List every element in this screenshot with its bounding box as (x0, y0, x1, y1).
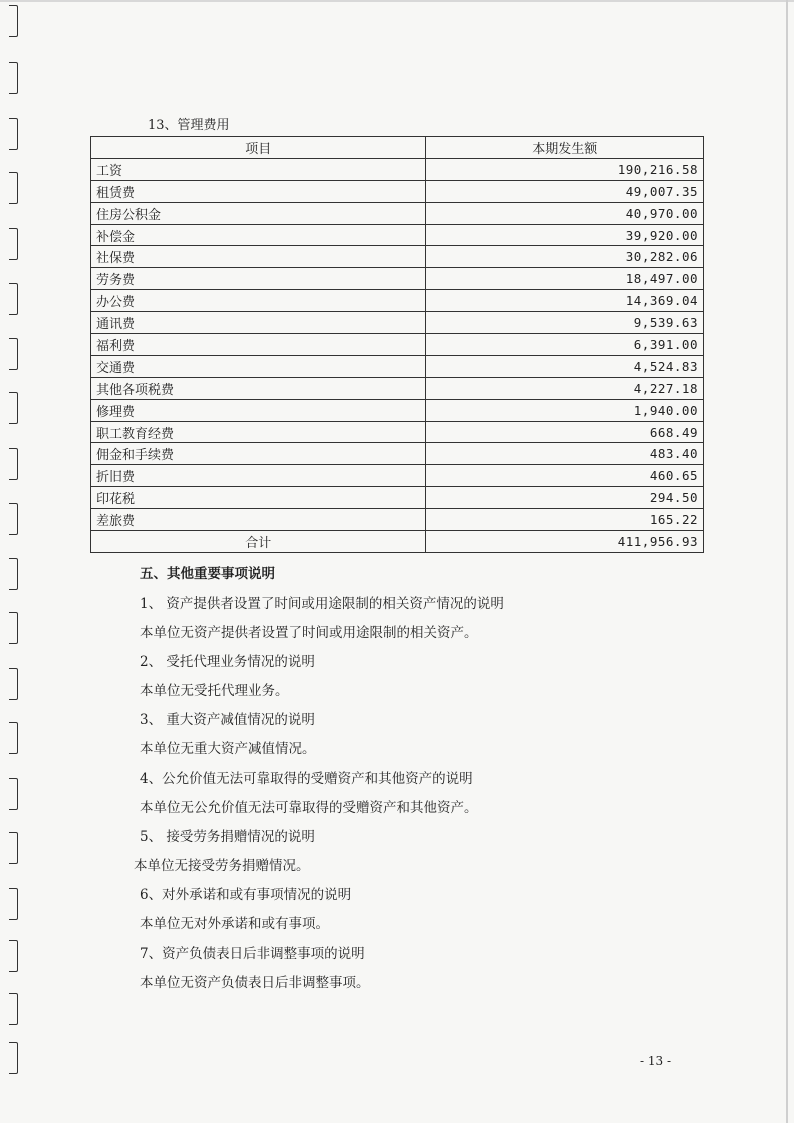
row-item: 佣金和手续费 (91, 443, 426, 465)
binding-hole-mark (9, 5, 18, 37)
row-item: 交通费 (91, 355, 426, 377)
row-amount: 165.22 (426, 509, 704, 531)
note-1-text: 本单位无资产提供者设置了时间或用途限制的相关资产。 (140, 625, 478, 641)
note-7-text: 本单位无资产负债表日后非调整事项。 (140, 975, 370, 991)
note-7-title: 7、资产负债表日后非调整事项的说明 (140, 946, 365, 962)
row-item: 补偿金 (91, 224, 426, 246)
note-1-title: 1、 资产提供者设置了时间或用途限制的相关资产情况的说明 (140, 596, 504, 612)
column-header-item: 项目 (91, 137, 426, 159)
binding-hole-mark (9, 62, 18, 94)
total-label: 合计 (91, 531, 426, 553)
row-item: 办公费 (91, 290, 426, 312)
row-amount: 9,539.63 (426, 312, 704, 334)
binding-marks (0, 0, 30, 1123)
binding-hole-mark (9, 228, 18, 260)
table-row (91, 334, 704, 356)
note-4-text: 本单位无公允价值无法可靠取得的受赠资产和其他资产。 (140, 800, 478, 816)
row-item: 劳务费 (91, 268, 426, 290)
binding-hole-mark (9, 888, 18, 920)
row-amount: 294.50 (426, 487, 704, 509)
binding-hole-mark (9, 283, 18, 315)
note-2-text: 本单位无受托代理业务。 (140, 683, 289, 699)
binding-hole-mark (9, 338, 18, 370)
column-header-amount: 本期发生额 (426, 137, 704, 159)
row-item: 租赁费 (91, 180, 426, 202)
row-amount: 483.40 (426, 443, 704, 465)
row-item: 差旅费 (91, 509, 426, 531)
table-row (91, 180, 704, 202)
row-item: 通讯费 (91, 312, 426, 334)
table-row (91, 290, 704, 312)
binding-hole-mark (9, 668, 18, 700)
expense-table (90, 136, 704, 553)
table-row (91, 246, 704, 268)
note-6-title: 6、对外承诺和或有事项情况的说明 (140, 887, 352, 903)
binding-hole-mark (9, 118, 18, 150)
row-amount: 4,227.18 (426, 377, 704, 399)
table-row (91, 224, 704, 246)
binding-hole-mark (9, 993, 18, 1025)
row-item: 福利费 (91, 334, 426, 356)
note-2-title: 2、 受托代理业务情况的说明 (140, 654, 315, 670)
row-item: 社保费 (91, 246, 426, 268)
row-amount: 30,282.06 (426, 246, 704, 268)
table-row (91, 268, 704, 290)
binding-hole-mark (9, 778, 18, 810)
row-amount: 668.49 (426, 421, 704, 443)
binding-hole-mark (9, 392, 18, 424)
binding-hole-mark (9, 558, 18, 590)
row-amount: 18,497.00 (426, 268, 704, 290)
scan-edge-top (0, 0, 794, 2)
table-row (91, 158, 704, 180)
row-amount: 460.65 (426, 465, 704, 487)
row-item: 职工教育经费 (91, 421, 426, 443)
note-5-title: 5、 接受劳务捐赠情况的说明 (140, 829, 315, 845)
row-item: 印花税 (91, 487, 426, 509)
row-amount: 14,369.04 (426, 290, 704, 312)
table-row (91, 312, 704, 334)
table-row (91, 443, 704, 465)
row-item: 住房公积金 (91, 202, 426, 224)
row-item: 修理费 (91, 399, 426, 421)
row-amount: 40,970.00 (426, 202, 704, 224)
page-number: - 13 - (640, 1054, 672, 1068)
note-6-text: 本单位无对外承诺和或有事项。 (140, 916, 329, 932)
row-amount: 49,007.35 (426, 180, 704, 202)
note-3-text: 本单位无重大资产减值情况。 (140, 741, 316, 757)
table-row (91, 355, 704, 377)
table-row (91, 487, 704, 509)
table-row (91, 202, 704, 224)
binding-hole-mark (9, 1042, 18, 1074)
notes-heading: 五、其他重要事项说明 (140, 566, 275, 582)
note-5-text: 本单位无接受劳务捐赠情况。 (134, 858, 310, 874)
binding-hole-mark (9, 503, 18, 535)
table-row (91, 509, 704, 531)
row-amount: 190,216.58 (426, 158, 704, 180)
section-title: 13、管理费用 (148, 118, 230, 133)
table-row (91, 465, 704, 487)
note-3-title: 3、 重大资产减值情况的说明 (140, 712, 315, 728)
table-header-row (91, 137, 704, 159)
row-item: 折旧费 (91, 465, 426, 487)
total-amount: 411,956.93 (426, 531, 704, 553)
binding-hole-mark (9, 448, 18, 480)
table-row (91, 399, 704, 421)
total-row (91, 531, 704, 553)
binding-hole-mark (9, 722, 18, 754)
row-amount: 1,940.00 (426, 399, 704, 421)
binding-hole-mark (9, 612, 18, 644)
row-amount: 6,391.00 (426, 334, 704, 356)
row-item: 工资 (91, 158, 426, 180)
row-item: 其他各项税费 (91, 377, 426, 399)
scan-edge-right (786, 0, 788, 1123)
row-amount: 4,524.83 (426, 355, 704, 377)
row-amount: 39,920.00 (426, 224, 704, 246)
table-row (91, 377, 704, 399)
note-4-title: 4、公允价值无法可靠取得的受赠资产和其他资产的说明 (140, 771, 473, 787)
binding-hole-mark (9, 172, 18, 204)
binding-hole-mark (9, 940, 18, 972)
table-row (91, 421, 704, 443)
binding-hole-mark (9, 832, 18, 864)
